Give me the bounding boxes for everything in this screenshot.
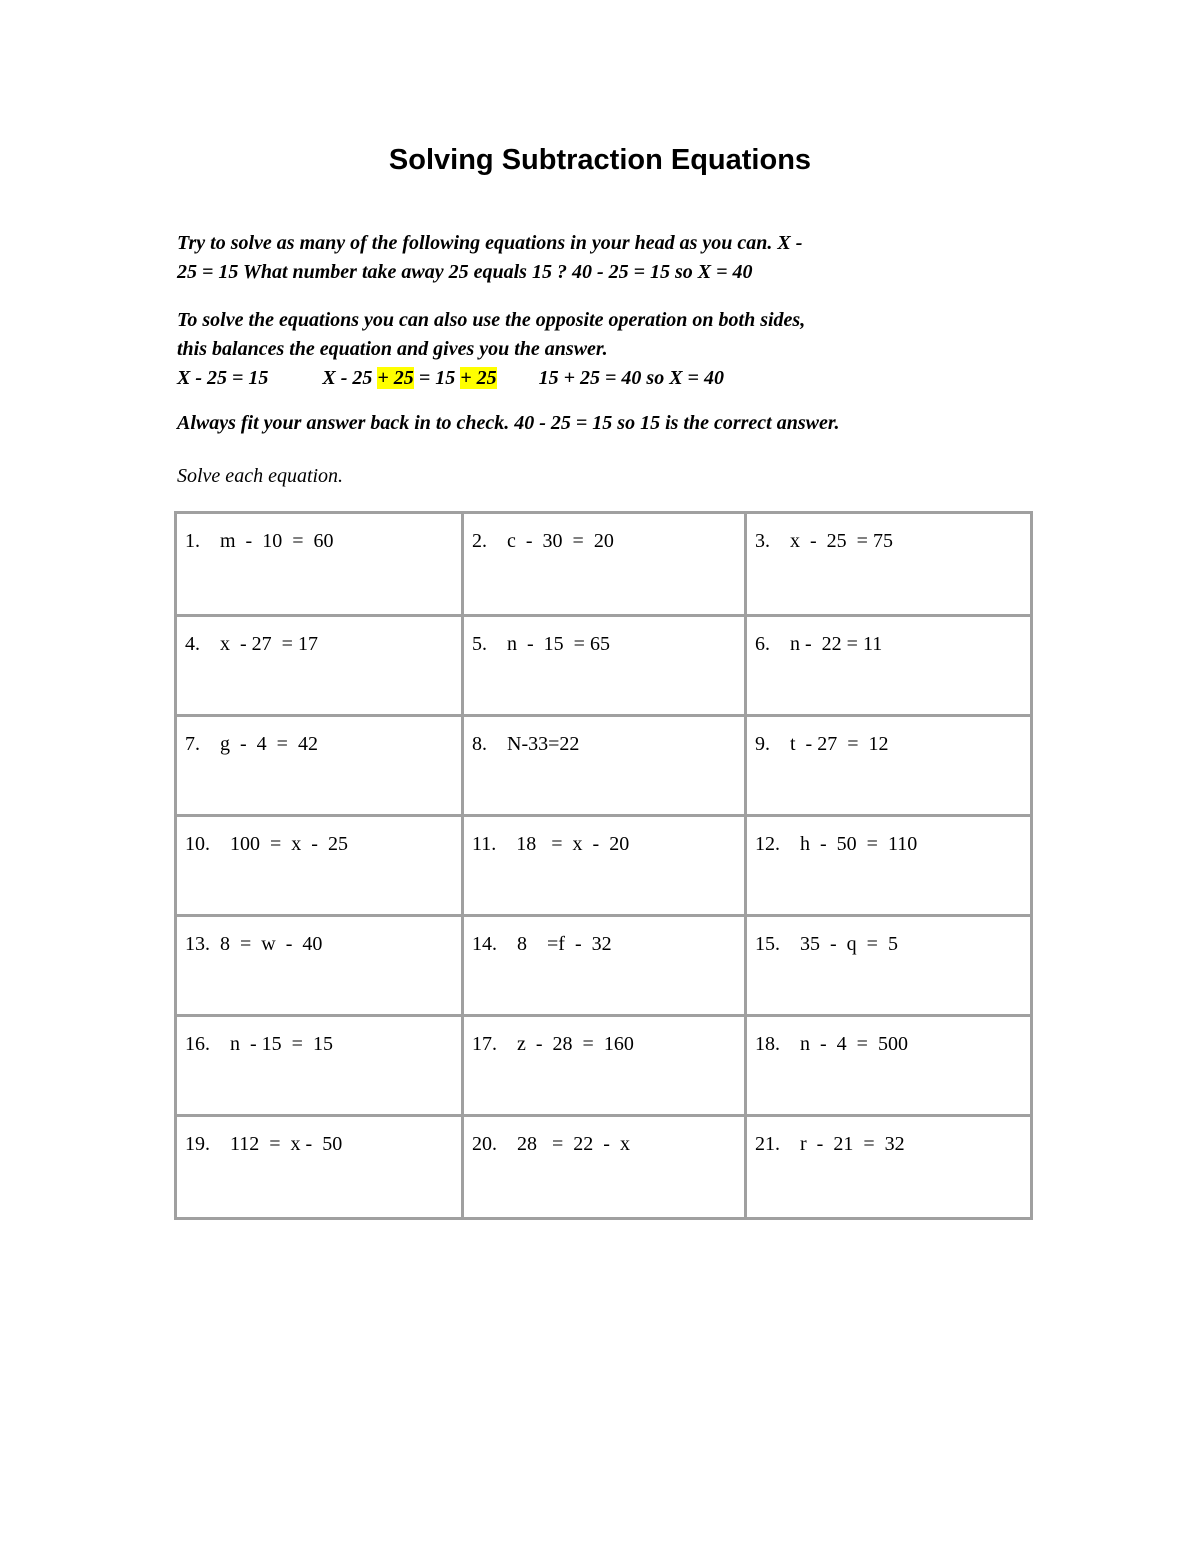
table-row — [176, 716, 1032, 816]
intro-paragraph — [177, 229, 802, 287]
method-example — [177, 364, 805, 393]
problem-cell: 4. x - 27 = 17 — [176, 616, 463, 716]
problem-cell: 16. n - 15 = 15 — [176, 1016, 463, 1116]
problem-cell: 11. 18 = x - 20 — [463, 816, 746, 916]
problem-cell: 10. 100 = x - 25 — [176, 816, 463, 916]
problem-cell: 19. 112 = x - 50 — [176, 1116, 463, 1219]
example-equation-2: X - 25 + 25 = 15 + 25 — [322, 367, 497, 389]
table-row — [176, 1116, 1032, 1219]
problem-cell: 9. t - 27 = 12 — [746, 716, 1032, 816]
problem-cell: 6. n - 22 = 11 — [746, 616, 1032, 716]
problem-cell: 14. 8 =f - 32 — [463, 916, 746, 1016]
highlighted-operation: + 25 — [377, 367, 414, 389]
problem-cell: 8. N-33=22 — [463, 716, 746, 816]
highlighted-operation: + 25 — [460, 367, 497, 389]
problems-table — [174, 511, 1033, 1220]
method-line-1: To solve the equations you can also use the opposite operation on both sides, — [177, 309, 806, 331]
check-paragraph: Always fit your answer back in to check. 40 - 25 = 15 so 15 is the correct answer. — [177, 412, 840, 434]
problem-cell: 15. 35 - q = 5 — [746, 916, 1032, 1016]
table-row — [176, 916, 1032, 1016]
intro-line-2: 25 = 15 What number take away 25 equals 15 ? 40 - 25 = 15 so X = 40 — [177, 261, 753, 283]
problem-cell: 5. n - 15 = 65 — [463, 616, 746, 716]
page-title: Solving Subtraction Equations — [388, 144, 812, 176]
method-line-2: this balances the equation and gives you the answer. — [177, 338, 608, 360]
table-row — [176, 1016, 1032, 1116]
example-equation-3: 15 + 25 = 40 so X = 40 — [538, 367, 724, 389]
problem-cell: 21. r - 21 = 32 — [746, 1116, 1032, 1219]
problem-cell: 3. x - 25 = 75 — [746, 513, 1032, 616]
problem-cell: 13. 8 = w - 40 — [176, 916, 463, 1016]
table-row — [176, 816, 1032, 916]
problem-cell: 7. g - 4 = 42 — [176, 716, 463, 816]
problem-cell: 18. n - 4 = 500 — [746, 1016, 1032, 1116]
intro-line-1: Try to solve as many of the following equations in your head as you can. X - — [177, 232, 803, 254]
problem-cell: 17. z - 28 = 160 — [463, 1016, 746, 1116]
problem-cell: 20. 28 = 22 - x — [463, 1116, 746, 1219]
problem-cell: 1. m - 10 = 60 — [176, 513, 463, 616]
table-row — [176, 616, 1032, 716]
table-row — [176, 513, 1032, 616]
instruction-text: Solve each equation. — [177, 465, 344, 487]
example-equation-1: X - 25 = 15 — [177, 367, 269, 389]
method-paragraph — [177, 306, 805, 393]
problem-cell: 2. c - 30 = 20 — [463, 513, 746, 616]
problem-cell: 12. h - 50 = 110 — [746, 816, 1032, 916]
